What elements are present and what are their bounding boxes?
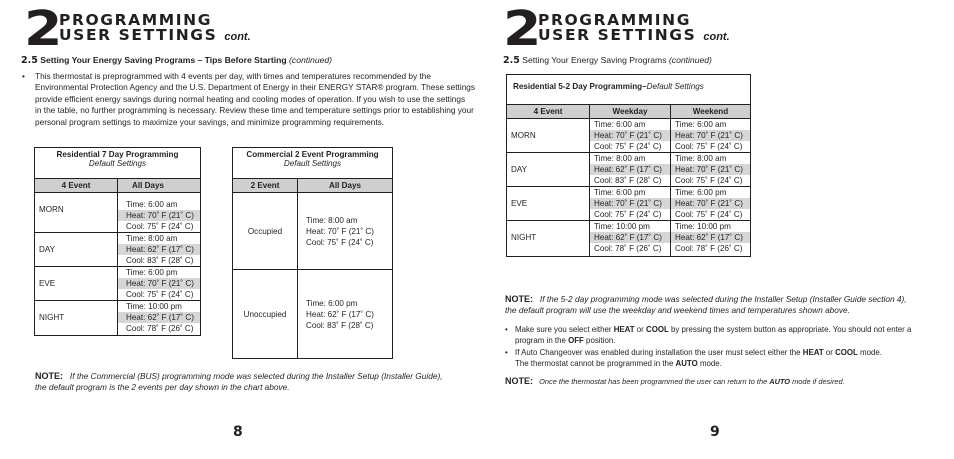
time-value: Time: 6:00 am bbox=[594, 120, 646, 129]
time-value: Time: 6:00 pm bbox=[126, 268, 178, 277]
heat-value: Heat: 62˚ F (17˚ C) bbox=[590, 164, 670, 175]
cool-value: Cool: 75˚ F (24˚ C) bbox=[126, 290, 194, 299]
section-suffix: (continued) bbox=[289, 55, 333, 65]
row-label: EVE bbox=[507, 187, 590, 221]
title-line-1: PROGRAMMING bbox=[59, 11, 213, 29]
row-label: MORN bbox=[39, 205, 64, 214]
row-label: Unoccupied bbox=[233, 270, 298, 359]
table-subtitle: Default Settings bbox=[283, 159, 342, 168]
cool-value: Cool: 75˚ F (24˚ C) bbox=[675, 176, 743, 185]
note-text: mode if desired. bbox=[790, 377, 845, 386]
table-row bbox=[507, 187, 751, 221]
heat-value: Heat: 62˚ F (17˚ C) bbox=[590, 232, 670, 243]
time-value: Time: 8:00 am bbox=[306, 215, 358, 225]
bold-heat: HEAT bbox=[613, 325, 635, 334]
list-item bbox=[505, 347, 945, 370]
chapter-number: 2 bbox=[24, 1, 63, 57]
time-value: Time: 6:00 am bbox=[675, 120, 727, 129]
row-label: EVE bbox=[35, 267, 118, 301]
note-label: NOTE: bbox=[35, 371, 63, 381]
table-row bbox=[35, 301, 201, 336]
time-value: Time: 10:00 pm bbox=[594, 222, 650, 231]
cool-value: Cool: 78˚ F (26˚ C) bbox=[675, 244, 743, 253]
table-row bbox=[233, 193, 393, 270]
bullet-marker: • bbox=[22, 71, 25, 81]
bullet-marker: • bbox=[505, 325, 508, 334]
heat-value: Heat: 70˚ F (21˚ C) bbox=[671, 198, 750, 209]
heat-value: Heat: 62˚ F (17˚ C) bbox=[306, 309, 374, 319]
section-number: 2.5 bbox=[503, 55, 520, 66]
heat-value: Heat: 70˚ F (21˚ C) bbox=[671, 164, 750, 175]
table-title: Commercial 2 Event Programming bbox=[246, 150, 379, 159]
bullet-text: or bbox=[634, 325, 646, 334]
title-line-1: PROGRAMMING bbox=[538, 11, 692, 29]
time-value: Time: 6:00 pm bbox=[675, 188, 727, 197]
cool-value: Cool: 78˚ F (26˚ C) bbox=[594, 244, 662, 253]
table-row bbox=[233, 270, 393, 359]
cool-value: Cool: 83˚ F (28˚ C) bbox=[126, 256, 194, 265]
table-row bbox=[507, 119, 751, 153]
title-cont: cont. bbox=[703, 31, 730, 43]
table-subtitle: Default Settings bbox=[88, 159, 147, 168]
note-label: NOTE: bbox=[505, 294, 533, 304]
time-value: Time: 8:00 am bbox=[675, 154, 727, 163]
commercial-2-event-table bbox=[232, 147, 393, 359]
time-value: Time: 10:00 pm bbox=[126, 302, 182, 311]
cool-value: Cool: 75˚ F (24˚ C) bbox=[126, 222, 194, 231]
row-label: DAY bbox=[507, 153, 590, 187]
time-value: Time: 6:00 pm bbox=[594, 188, 646, 197]
cool-value: Cool: 75˚ F (24˚ C) bbox=[675, 210, 743, 219]
bullet-text: program in the bbox=[515, 336, 569, 346]
heat-value: Heat: 62˚ F (17˚ C) bbox=[671, 232, 750, 243]
row-label: NIGHT bbox=[35, 301, 118, 336]
note-text: If the 5-2 day programming mode was selected during the Installer Setup (Installer Guide section 4), bbox=[539, 294, 907, 304]
title-line-2: USER SETTINGS bbox=[538, 26, 697, 44]
chapter-number: 2 bbox=[503, 1, 542, 57]
bold-heat: HEAT bbox=[802, 348, 824, 357]
column-header: Weekend bbox=[671, 105, 751, 119]
title-dash: – bbox=[642, 82, 647, 91]
column-header: All Days bbox=[298, 179, 393, 193]
note-text: Once the thermostat has been programmed the user can return to the bbox=[539, 377, 770, 386]
bullet-text: The thermostat cannot be programmed in the bbox=[515, 359, 676, 369]
bullet-text: position. bbox=[583, 336, 616, 346]
cool-value: Cool: 75˚ F (24˚ C) bbox=[306, 237, 374, 247]
bullet-text: by pressing the system button as appropriate. You should not enter a bbox=[668, 325, 912, 334]
table-row bbox=[35, 233, 201, 267]
bold-off: OFF bbox=[568, 336, 584, 346]
time-value: Time: 8:00 am bbox=[594, 154, 646, 163]
table-row bbox=[507, 221, 751, 257]
column-header: 2 Event bbox=[233, 179, 298, 193]
note-auto bbox=[505, 376, 945, 387]
note-text: the default program is the 2 events per day shown in the chart above. bbox=[35, 382, 290, 393]
paragraph-line: provide efficient energy savings during normal heating and cooling modes of operation. If you wish to use the settings bbox=[35, 93, 466, 104]
page-number: 8 bbox=[233, 424, 243, 440]
note-label: NOTE: bbox=[505, 376, 533, 386]
residential-7-day-table bbox=[34, 147, 201, 336]
list-item bbox=[505, 324, 945, 347]
heat-value: Heat: 62˚ F (17˚ C) bbox=[118, 244, 200, 255]
bullet-text: mode. bbox=[697, 359, 722, 369]
heat-value: Heat: 70˚ F (21˚ C) bbox=[590, 198, 670, 209]
page-9 bbox=[477, 0, 954, 459]
heat-value: Heat: 62˚ F (17˚ C) bbox=[118, 312, 200, 323]
section-number: 2.5 bbox=[21, 55, 38, 66]
bold-auto: AUTO bbox=[769, 377, 791, 386]
cool-value: Cool: 75˚ F (24˚ C) bbox=[594, 142, 662, 151]
note-text: the default program will use the weekday and weekend times and temperatures shown above. bbox=[505, 305, 850, 316]
bullet-text: If Auto Changeover was enabled during installation the user must select either the bbox=[515, 348, 803, 357]
section-heading bbox=[21, 55, 332, 66]
bullet-text: Make sure you select either bbox=[515, 325, 614, 334]
chapter-title bbox=[59, 13, 251, 45]
table-row bbox=[35, 267, 201, 301]
residential-5-2-day-table bbox=[506, 74, 751, 257]
table-row bbox=[35, 193, 201, 233]
chapter-title bbox=[538, 13, 730, 45]
cool-value: Cool: 78˚ F (26˚ C) bbox=[126, 324, 194, 333]
row-label: MORN bbox=[511, 131, 536, 140]
row-label: NIGHT bbox=[507, 221, 590, 257]
table-subtitle: Default Settings bbox=[646, 82, 704, 91]
heat-value: Heat: 70˚ F (21˚ C) bbox=[118, 278, 200, 289]
cool-value: Cool: 83˚ F (28˚ C) bbox=[594, 176, 662, 185]
heat-value: Heat: 70˚ F (21˚ C) bbox=[671, 130, 750, 141]
cool-value: Cool: 83˚ F (28˚ C) bbox=[306, 320, 374, 330]
cool-value: Cool: 75˚ F (24˚ C) bbox=[675, 142, 743, 151]
note-5-2 bbox=[505, 294, 945, 317]
paragraph-line: personal program settings to maximize your savings, and minimize programming requirements. bbox=[35, 116, 385, 127]
row-label: DAY bbox=[35, 233, 118, 267]
column-header: Weekday bbox=[590, 105, 671, 119]
note bbox=[35, 371, 465, 394]
title-cont: cont. bbox=[224, 31, 251, 43]
bullet-marker: • bbox=[505, 348, 508, 357]
heat-value: Heat: 70˚ F (21˚ C) bbox=[590, 130, 670, 141]
bold-cool: COOL bbox=[646, 325, 669, 334]
bold-auto: AUTO bbox=[675, 359, 698, 369]
time-value: Time: 10:00 pm bbox=[675, 222, 731, 231]
bullet-list bbox=[505, 324, 945, 370]
column-header: 4 Event bbox=[507, 105, 590, 119]
cool-value: Cool: 75˚ F (24˚ C) bbox=[594, 210, 662, 219]
bold-cool: COOL bbox=[835, 348, 858, 357]
note-text: If the Commercial (BUS) programming mode was selected during the Installer Setup (Installer Guide), bbox=[69, 371, 443, 381]
title-line-2: USER SETTINGS bbox=[59, 26, 218, 44]
section-suffix: (continued) bbox=[668, 55, 712, 65]
section-title: Setting Your Energy Saving Programs – Tips Before Starting bbox=[40, 55, 287, 65]
time-value: Time: 6:00 pm bbox=[306, 298, 358, 308]
paragraph-line: Environmental Protection Agency and the U.S. Department of Energy in their ENERGY STAR® program. These settings bbox=[35, 82, 476, 93]
heat-value: Heat: 70˚ F (21˚ C) bbox=[118, 210, 200, 221]
table-row bbox=[507, 153, 751, 187]
time-value: Time: 8:00 am bbox=[126, 234, 178, 243]
table-title: Residential 7 Day Programming bbox=[56, 150, 179, 159]
page-number: 9 bbox=[710, 424, 720, 440]
time-value: Time: 6:00 am bbox=[126, 200, 178, 209]
table-title: Residential 5-2 Day Programming bbox=[513, 82, 643, 91]
row-label: Occupied bbox=[247, 226, 283, 236]
section-title: Setting Your Energy Saving Programs bbox=[522, 55, 667, 65]
bullet-text: mode. bbox=[857, 348, 882, 357]
bullet-text: or bbox=[823, 348, 836, 357]
column-header: 4 Event bbox=[35, 179, 118, 193]
column-header: All Days bbox=[118, 179, 201, 193]
heat-value: Heat: 70˚ F (21˚ C) bbox=[306, 226, 374, 236]
section-heading bbox=[503, 55, 712, 66]
paragraph-line: in the table, no further programming is necessary. Review these time and temperature settings prior to establishing your bbox=[35, 105, 474, 116]
paragraph-line: This thermostat is preprogrammed with 4 events per day, with times and temperatures recommended by the bbox=[35, 71, 431, 81]
